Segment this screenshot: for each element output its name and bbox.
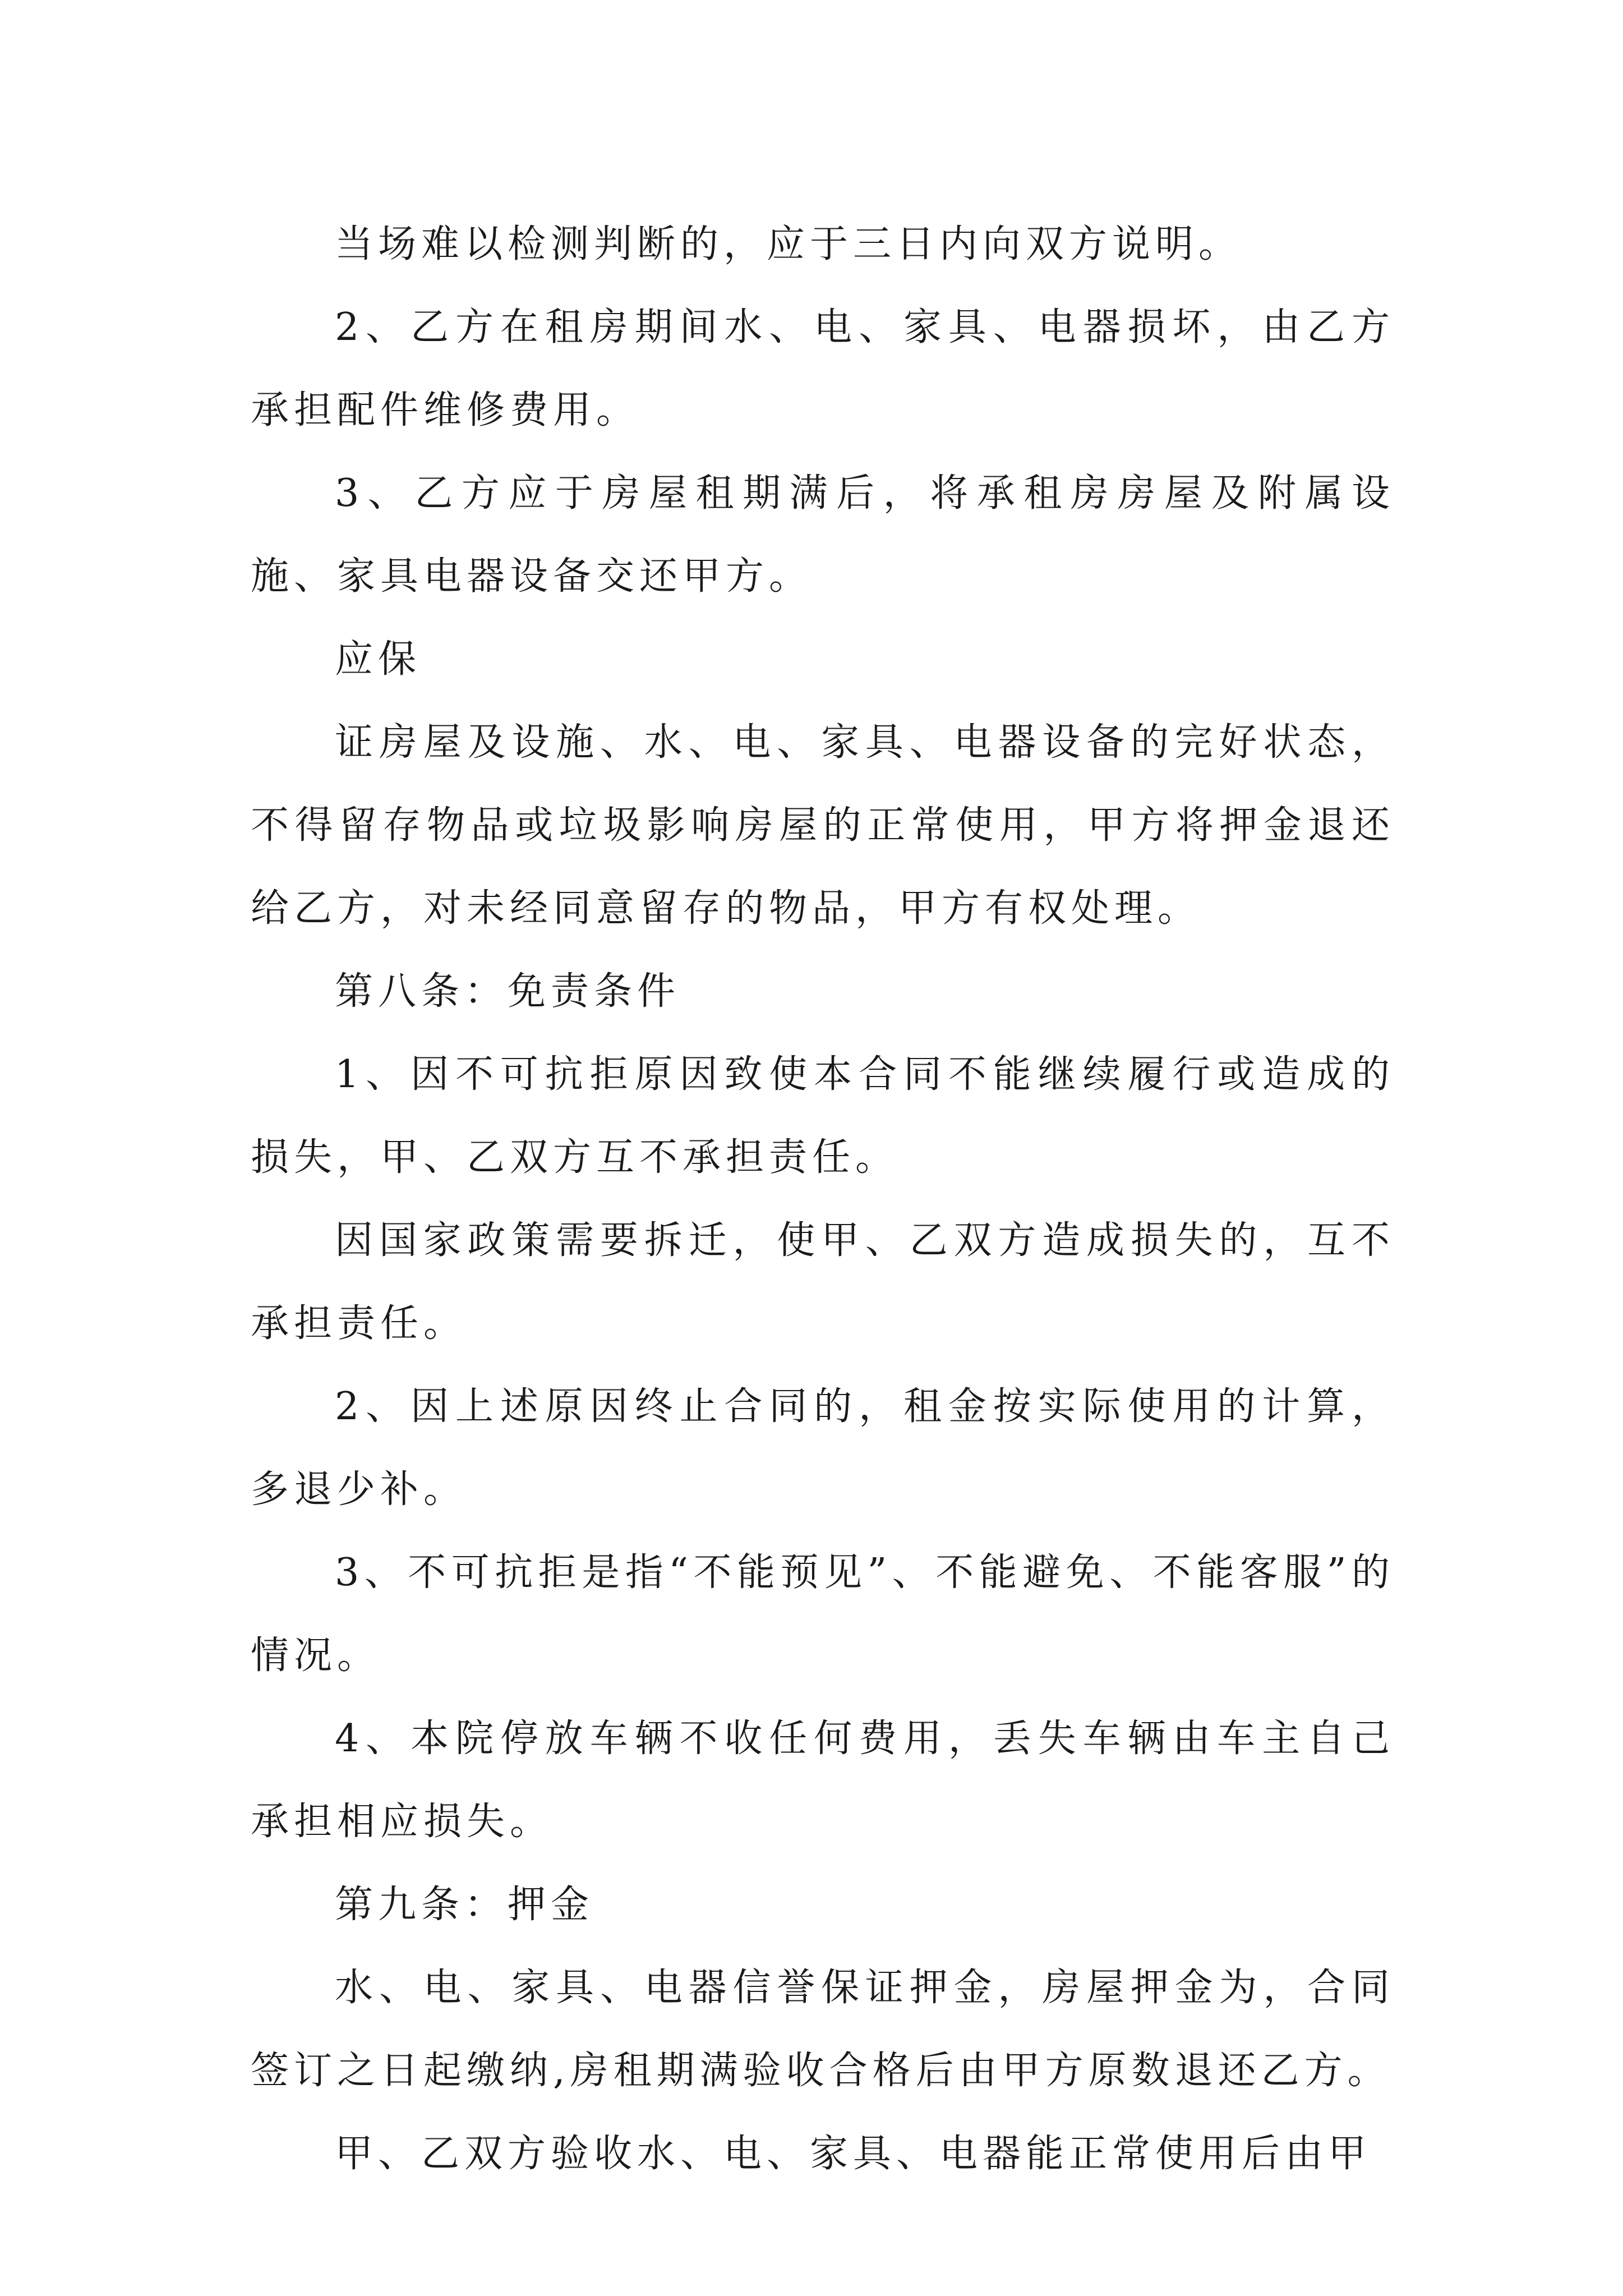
paragraph: 2、因上述原因终止合同的，租金按实际使用的计算，多退少补。 xyxy=(251,1384,1395,1512)
paragraph: 1、因不可抗拒原因致使本合同不能继续履行或造成的损失，甲、乙双方互不承担责任。 xyxy=(251,1052,1395,1180)
document-body xyxy=(251,203,1395,2196)
paragraph: 4、本院停放车辆不收任何费用，丢失车辆由车主自己承担相应损失。 xyxy=(251,1717,1395,1844)
paragraph: 水、电、家具、电器信誉保证押金，房屋押金为，合同签订之日起缴纳,房租期满验收合格后由甲方原数退还乙方。 xyxy=(251,1966,1395,2093)
paragraph: 甲、乙双方验收水、电、家具、电器能正常使用后由甲 xyxy=(335,2132,1372,2176)
paragraph: 3、不可抗拒是指“不能预见”、不能避免、不能客服”的情况。 xyxy=(251,1550,1395,1678)
paragraph: 证房屋及设施、水、电、家具、电器设备的完好状态，不得留存物品或垃圾影响房屋的正常使用，甲方将押金退还给乙方，对未经同意留存的物品，甲方有权处理。 xyxy=(251,720,1395,931)
paragraph: 2、乙方在租房期间水、电、家具、电器损坏，由乙方承担配件维修费用。 xyxy=(251,305,1395,432)
paragraph: 3、乙方应于房屋租期满后，将承租房房屋及附属设施、家具电器设备交还甲方。 xyxy=(251,471,1395,599)
section-heading: 第九条：押金 xyxy=(335,1883,594,1927)
paragraph: 当场难以检测判断的，应于三日内向双方说明。 xyxy=(335,222,1242,266)
paragraph: 应保 xyxy=(335,637,422,682)
section-heading: 第八条：免责条件 xyxy=(335,969,681,1014)
paragraph: 因国家政策需要拆迁，使甲、乙双方造成损失的，互不承担责任。 xyxy=(251,1218,1395,1346)
